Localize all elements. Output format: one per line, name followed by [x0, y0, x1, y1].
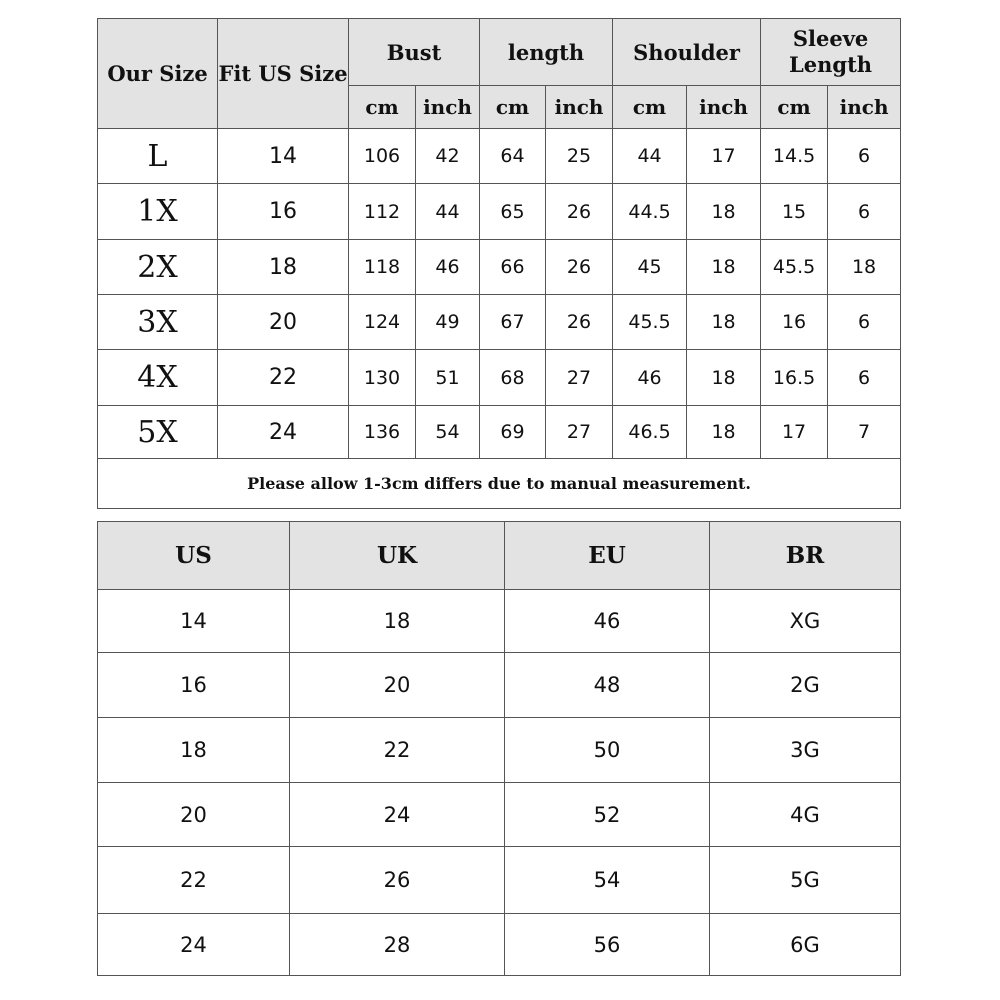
cell-uk: 20: [290, 653, 505, 718]
cell-eu: 46: [505, 590, 710, 653]
cell-fit-us-size: 14: [218, 129, 349, 184]
cell-br: XG: [710, 590, 901, 653]
header-our-size: Our Size: [98, 19, 218, 129]
cell-shoulder-inch: 18: [687, 350, 761, 406]
table-row: [98, 240, 901, 295]
cell-bust-inch: 42: [416, 129, 480, 184]
cell-uk: 28: [290, 914, 505, 976]
cell-br: 5G: [710, 847, 901, 914]
cell-length-inch: 26: [546, 295, 613, 350]
cell-eu: 52: [505, 783, 710, 847]
cell-us: 18: [98, 718, 290, 783]
table-row: [98, 129, 901, 184]
cell-sleeve-cm: 16: [761, 295, 828, 350]
cell-us: 22: [98, 847, 290, 914]
cell-length-inch: 26: [546, 240, 613, 295]
cell-fit-us-size: 22: [218, 350, 349, 406]
unit-length-cm: cm: [480, 86, 546, 129]
cell-sleeve-inch: 18: [828, 240, 901, 295]
cell-bust-cm: 112: [349, 184, 416, 240]
cell-our-size: 5X: [98, 406, 218, 459]
cell-bust-cm: 130: [349, 350, 416, 406]
cell-sleeve-cm: 16.5: [761, 350, 828, 406]
cell-shoulder-cm: 44.5: [613, 184, 687, 240]
table-row: [98, 295, 901, 350]
cell-br: 2G: [710, 653, 901, 718]
unit-sleeve-inch: inch: [828, 86, 901, 129]
header-length: length: [480, 19, 613, 86]
table-row: [98, 914, 901, 976]
unit-shoulder-inch: inch: [687, 86, 761, 129]
cell-shoulder-inch: 17: [687, 129, 761, 184]
cell-bust-cm: 136: [349, 406, 416, 459]
cell-bust-inch: 51: [416, 350, 480, 406]
unit-sleeve-cm: cm: [761, 86, 828, 129]
cell-bust-inch: 54: [416, 406, 480, 459]
table-row: [98, 718, 901, 783]
size-chart-table: [97, 18, 901, 509]
header-shoulder: Shoulder: [613, 19, 761, 86]
cell-uk: 26: [290, 847, 505, 914]
cell-our-size: 3X: [98, 295, 218, 350]
cell-bust-inch: 46: [416, 240, 480, 295]
cell-length-inch: 25: [546, 129, 613, 184]
cell-bust-inch: 49: [416, 295, 480, 350]
cell-sleeve-inch: 6: [828, 129, 901, 184]
cell-uk: 24: [290, 783, 505, 847]
cell-br: 3G: [710, 718, 901, 783]
cell-length-cm: 66: [480, 240, 546, 295]
cell-our-size: 1X: [98, 184, 218, 240]
table-row: [98, 184, 901, 240]
cell-our-size: 4X: [98, 350, 218, 406]
header-uk: UK: [290, 522, 505, 590]
header-fit-us-size: Fit US Size: [218, 19, 349, 129]
cell-br: 4G: [710, 783, 901, 847]
cell-bust-cm: 106: [349, 129, 416, 184]
size-conversion-table: [97, 521, 901, 976]
cell-sleeve-cm: 14.5: [761, 129, 828, 184]
header-br: BR: [710, 522, 901, 590]
cell-br: 6G: [710, 914, 901, 976]
cell-length-cm: 64: [480, 129, 546, 184]
cell-length-inch: 27: [546, 350, 613, 406]
cell-bust-inch: 44: [416, 184, 480, 240]
unit-shoulder-cm: cm: [613, 86, 687, 129]
cell-us: 14: [98, 590, 290, 653]
cell-shoulder-cm: 45.5: [613, 295, 687, 350]
cell-us: 16: [98, 653, 290, 718]
cell-shoulder-cm: 45: [613, 240, 687, 295]
header-eu: EU: [505, 522, 710, 590]
measurement-note: Please allow 1-3cm differs due to manual measurement.: [98, 459, 901, 509]
cell-shoulder-inch: 18: [687, 295, 761, 350]
cell-our-size: L: [98, 129, 218, 184]
header-us: US: [98, 522, 290, 590]
cell-eu: 48: [505, 653, 710, 718]
cell-shoulder-cm: 44: [613, 129, 687, 184]
unit-bust-cm: cm: [349, 86, 416, 129]
cell-us: 20: [98, 783, 290, 847]
cell-length-inch: 26: [546, 184, 613, 240]
unit-length-inch: inch: [546, 86, 613, 129]
header-bust: Bust: [349, 19, 480, 86]
table-row: [98, 350, 901, 406]
cell-length-cm: 65: [480, 184, 546, 240]
table-row: [98, 847, 901, 914]
cell-sleeve-inch: 6: [828, 350, 901, 406]
cell-us: 24: [98, 914, 290, 976]
cell-sleeve-cm: 45.5: [761, 240, 828, 295]
cell-length-cm: 68: [480, 350, 546, 406]
cell-uk: 22: [290, 718, 505, 783]
cell-bust-cm: 118: [349, 240, 416, 295]
cell-length-cm: 67: [480, 295, 546, 350]
cell-bust-cm: 124: [349, 295, 416, 350]
cell-shoulder-inch: 18: [687, 184, 761, 240]
cell-fit-us-size: 16: [218, 184, 349, 240]
cell-shoulder-inch: 18: [687, 406, 761, 459]
header-sleeve-length: Sleeve Length: [761, 19, 901, 86]
cell-length-cm: 69: [480, 406, 546, 459]
cell-our-size: 2X: [98, 240, 218, 295]
cell-fit-us-size: 20: [218, 295, 349, 350]
cell-sleeve-inch: 7: [828, 406, 901, 459]
table-row: [98, 783, 901, 847]
table-row: [98, 406, 901, 459]
table-row: [98, 653, 901, 718]
cell-eu: 56: [505, 914, 710, 976]
cell-eu: 50: [505, 718, 710, 783]
cell-fit-us-size: 24: [218, 406, 349, 459]
cell-fit-us-size: 18: [218, 240, 349, 295]
cell-shoulder-cm: 46: [613, 350, 687, 406]
cell-sleeve-inch: 6: [828, 184, 901, 240]
table-row: [98, 590, 901, 653]
cell-length-inch: 27: [546, 406, 613, 459]
cell-eu: 54: [505, 847, 710, 914]
cell-uk: 18: [290, 590, 505, 653]
cell-sleeve-inch: 6: [828, 295, 901, 350]
cell-sleeve-cm: 15: [761, 184, 828, 240]
cell-shoulder-inch: 18: [687, 240, 761, 295]
cell-shoulder-cm: 46.5: [613, 406, 687, 459]
unit-bust-inch: inch: [416, 86, 480, 129]
cell-sleeve-cm: 17: [761, 406, 828, 459]
